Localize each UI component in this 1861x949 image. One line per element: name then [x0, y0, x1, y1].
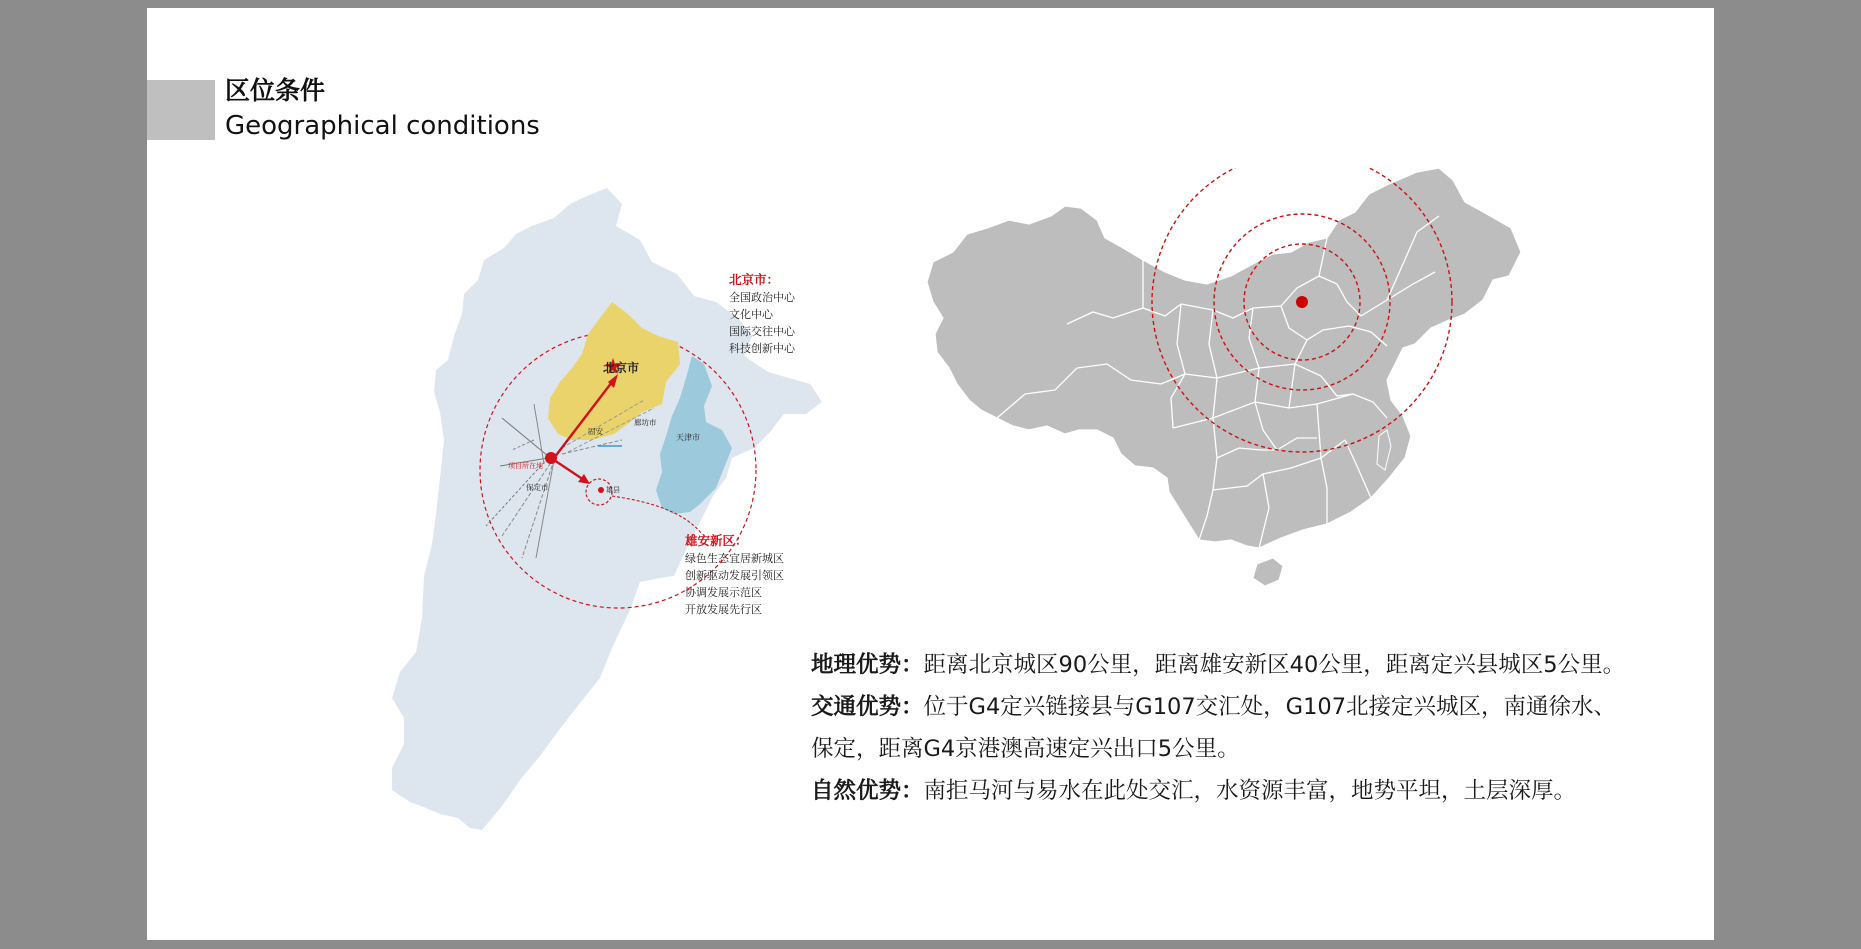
china-map: [917, 168, 1577, 620]
xiongxian-marker: [598, 487, 604, 493]
advantage-natural: [811, 770, 1671, 812]
project-location-marker: [545, 452, 557, 464]
slide: [147, 8, 1714, 940]
advantage-label: 自然优势：: [811, 778, 924, 804]
beijing-map-label: 北京市: [602, 361, 640, 375]
beijing-role-4: 科技创新中心: [729, 342, 795, 355]
jingjinji-map: [322, 178, 822, 838]
langfang-map-label: 廊坊市: [634, 418, 657, 427]
advantage-text: 南拒马河与易水在此处交汇，水资源丰富，地势平坦，土层深厚。: [923, 778, 1577, 804]
hainan-island: [1253, 558, 1283, 586]
xiongan-heading: 雄安新区：: [685, 533, 748, 548]
advantage-transport-cont: [811, 728, 1671, 770]
xiongan-role-3: 协调发展示范区: [685, 586, 762, 599]
xiongan-role-1: 绿色生态宜居新城区: [685, 552, 784, 565]
location-marker: [1296, 296, 1308, 308]
advantage-text: 距离北京城区90公里，距离雄安新区40公里，距离定兴县城区5公里。: [923, 652, 1626, 678]
baoding-map-label: 保定市: [526, 483, 549, 492]
advantage-text: 保定，距离G4京港澳高速定兴出口5公里。: [811, 736, 1240, 762]
project-map-label: 项目所在地: [508, 462, 543, 470]
xiongxian-map-label: 雄县: [606, 486, 620, 494]
page-title: 区位条件: [225, 76, 326, 105]
beijing-heading: 北京市：: [729, 272, 780, 287]
advantage-transport: [811, 686, 1671, 728]
beijing-role-2: 文化中心: [729, 308, 773, 321]
beijing-role-1: 全国政治中心: [729, 291, 795, 304]
title-accent-block: [147, 80, 215, 140]
page-subtitle: Geographical conditions: [225, 111, 540, 141]
advantage-label: 交通优势：: [811, 694, 924, 720]
china-mainland: [927, 168, 1521, 548]
beijing-role-3: 国际交往中心: [729, 325, 795, 338]
advantage-label: 地理优势：: [811, 652, 924, 678]
xiongan-role-2: 创新驱动发展引领区: [685, 569, 784, 582]
gu-an-map-label: 固安: [588, 427, 603, 436]
xiongan-role-4: 开放发展先行区: [685, 603, 762, 616]
advantage-text: 位于G4定兴链接县与G107交汇处，G107北接定兴城区，南通徐水、: [923, 694, 1617, 720]
tianjin-map-label: 天津市: [676, 433, 700, 442]
advantage-geographic: [811, 644, 1671, 686]
advantages-list: [811, 644, 1671, 812]
